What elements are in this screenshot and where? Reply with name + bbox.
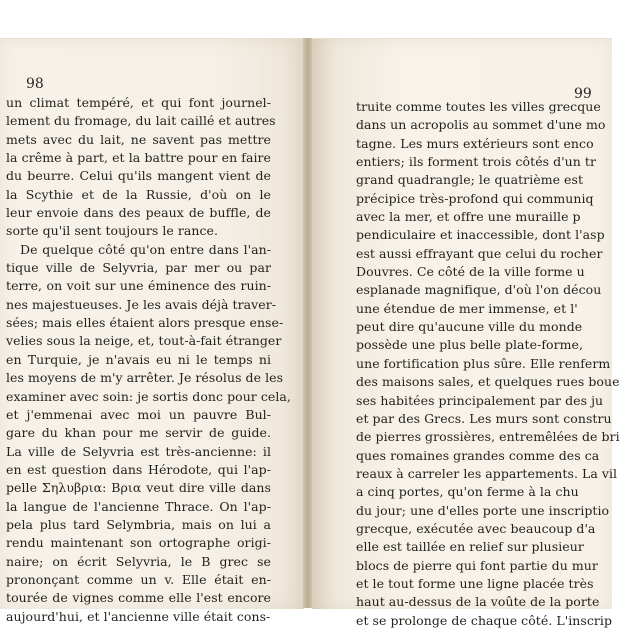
text-line: de pierres grossières, entremêlées de bri — [356, 429, 620, 445]
text-line: grecque, exécutée avec beaucoup d'a — [356, 520, 596, 536]
text-line: grand quadrangle; le quatrième est — [356, 172, 584, 188]
text-line: tagne. Les murs extérieurs sont enco — [356, 135, 594, 151]
text-line: velies sous la neige, et, tout-à-fait étranger — [6, 333, 282, 349]
text-line: De quelque côté qu'on entre dans l'an- — [20, 241, 271, 257]
text-line: aujourd'hui, et l'ancienne ville était cons- — [6, 608, 271, 624]
text-line: ques romaines grandes comme des ca — [356, 447, 600, 463]
text-line: gare du khan pour me servir de guide. — [6, 425, 271, 441]
text-line: truite comme toutes les villes grecque — [356, 99, 601, 114]
text-line: la crême à part, et la battre pour en faire — [6, 150, 271, 166]
text-line: les moyens de m'y arrêter. Je résolus de les — [6, 370, 284, 386]
text-line: pendiculaire et inaccessible, dont l'asp — [356, 227, 605, 243]
text-line: a cinq portes, qu'on ferme à la chu — [356, 484, 579, 500]
text-line: et par des Grecs. Les murs sont constru — [356, 410, 612, 426]
text-line: esplanade magnifique, d'où l'on décou — [356, 282, 602, 298]
text-line: du beurre. Celui qu'ils mangent vient de — [6, 168, 271, 184]
text-line: La ville de Selyvria est très-ancienne: il — [6, 443, 271, 459]
text-line: naire; on écrit Selyvria, le B grec se — [6, 553, 271, 569]
text-line: ses habitées principalement par des ju — [356, 392, 604, 408]
text-line: du jour; une d'elles porte une inscriptio — [356, 502, 610, 518]
text-line: pela plus tard Selymbria, mais on lui a — [6, 516, 271, 532]
text-line: Douvres. Ce côté de la ville forme u — [356, 264, 585, 280]
text-line: examiner avec soin: je sortis donc pour cela, — [6, 388, 291, 404]
text-line: en Turquie, je n'avais eu ni le temps ni — [6, 351, 271, 367]
text-line: la Scythie et de la Russie, d'où on le — [6, 186, 271, 202]
text-line: pelle Σηλυβρια: Βρια veut dire ville dans — [6, 480, 271, 496]
text-line: sorte qu'il sent toujours le rance. — [6, 223, 219, 239]
text-line: sées; mais elles étaient alors presque ense- — [6, 315, 284, 331]
text-line: lement du fromage, du lait caillé et autres — [6, 113, 276, 129]
text-line: des maisons sales, et quelques rues boue — [356, 374, 620, 390]
text-line: tourée de vignes comme elle l'est encore — [6, 590, 271, 606]
text-line: tique ville de Selyvria, par mer ou par — [6, 260, 271, 276]
text-line: avec la mer, et offre une muraille p — [356, 209, 581, 225]
text-line: terre, on voit sur une éminence des ruin- — [6, 278, 271, 294]
text-line: peut dire qu'aucune ville du monde — [356, 319, 583, 335]
text-line: en est question dans Hérodote, qui l'ap- — [6, 461, 271, 477]
text-line: elle est taillée en relief sur plusieur — [356, 539, 584, 555]
text-line: possède une plus belle plate-forme, — [356, 337, 583, 353]
text-line: une étendue de mer immense, et l' — [356, 300, 578, 316]
left-page-number: 98 — [26, 76, 44, 92]
text-line: dans un acropolis au sommet d'une mo — [356, 117, 606, 133]
right-page-text — [356, 98, 620, 630]
text-line: leur envoie dans des peaux de buffle, de — [6, 205, 271, 221]
text-line: rendu maintenant son ortographe origi- — [6, 535, 271, 551]
text-line: reaux à carreler les appartements. La vil — [356, 465, 618, 481]
text-line: et le tout forme une ligne placée très — [356, 575, 594, 591]
text-line: et j'emmenai avec moi un pauvre Bul- — [6, 406, 271, 422]
text-line: blocs de pierre qui font partie du mur — [356, 557, 598, 573]
text-line: précipice très-profond qui communiq — [356, 190, 594, 206]
text-line: nes majestueuses. Je les avais déjà traver- — [6, 296, 277, 312]
text-line: et se prolonge de chaque côté. L'inscrip — [356, 612, 612, 628]
text-line: est aussi effrayant que celui du rocher — [356, 245, 603, 261]
text-line: la langue de l'ancienne Thrace. On l'ap- — [6, 498, 271, 514]
left-page-text — [6, 94, 291, 626]
text-line: prononçant comme un v. Elle était en- — [6, 571, 271, 587]
text-line: entiers; ils forment trois côtés d'un tr — [356, 154, 597, 170]
text-line: mets avec du lait, ne savent pas mettre — [6, 131, 271, 147]
text-line: une fortification plus sûre. Elle renferm — [356, 355, 611, 371]
right-page-number: 99 — [574, 86, 592, 102]
text-line: un climat tempéré, et qui font journel- — [6, 95, 271, 110]
text-line: haut au-dessus de la voûte de la porte — [356, 594, 600, 610]
